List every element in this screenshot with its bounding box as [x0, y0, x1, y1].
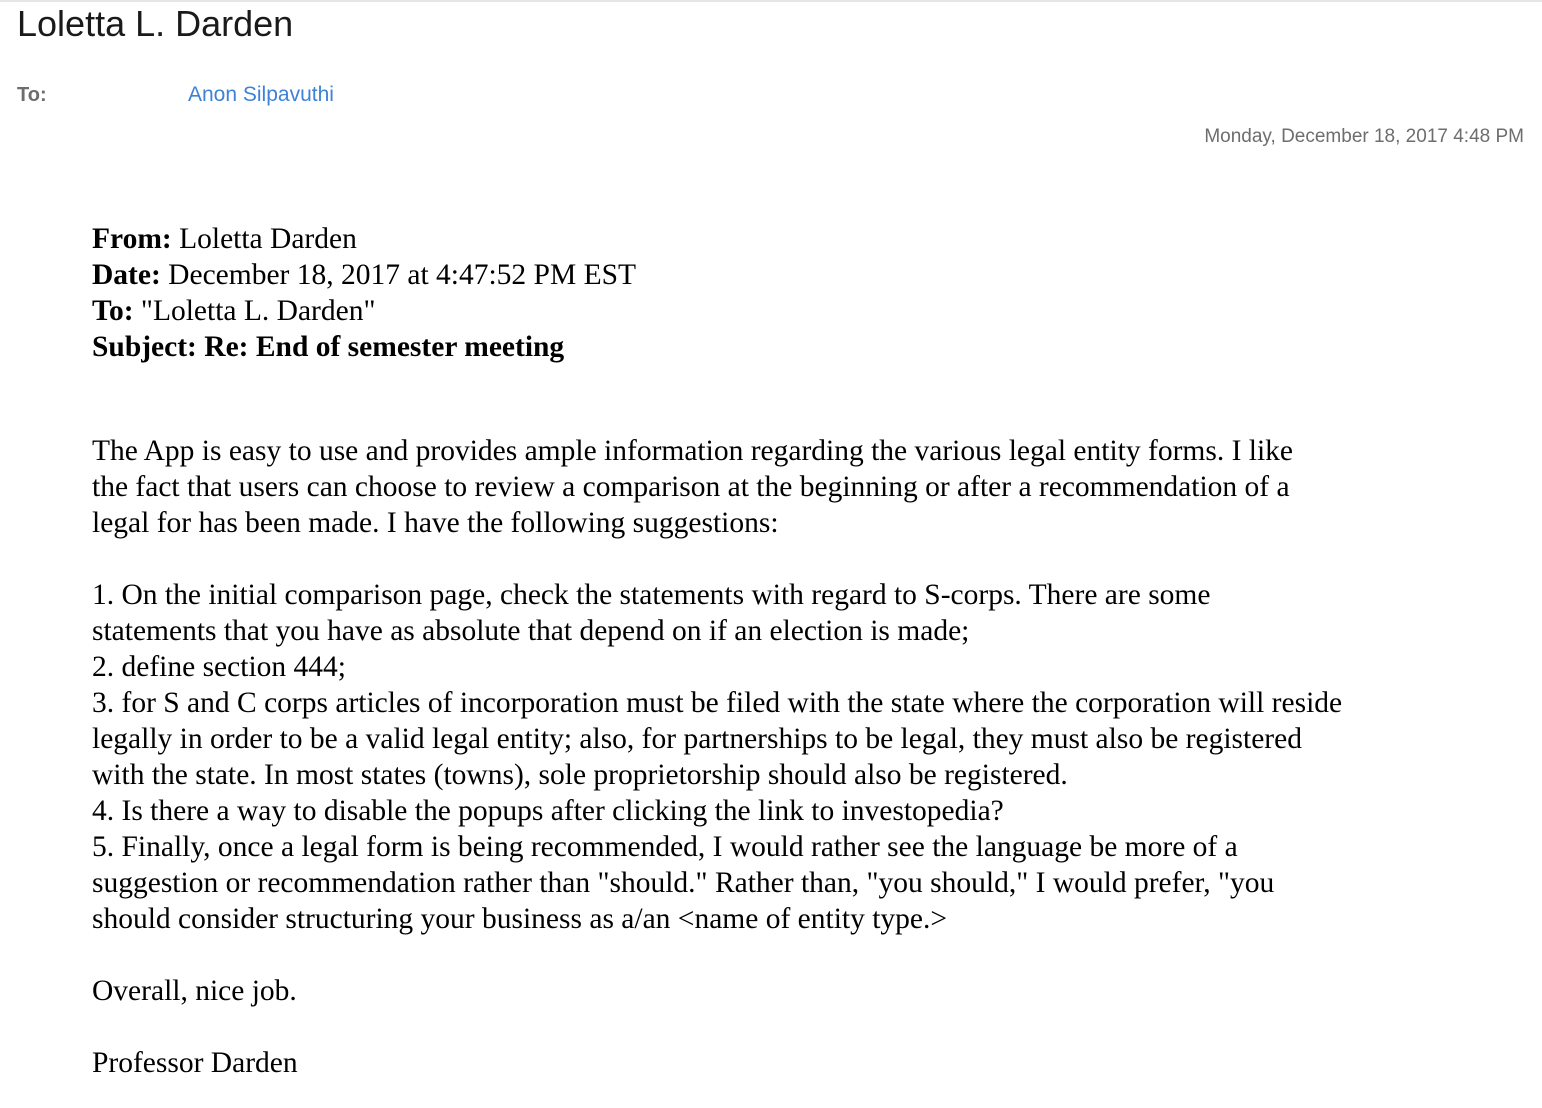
suggestion-line: legally in order to be a valid legal entity; also, for partnerships to be legal, they must also be registered — [92, 723, 1302, 755]
body-line: legal for has been made. I have the following suggestions: — [92, 507, 779, 539]
recipient-link[interactable]: Anon Silpavuthi — [188, 83, 334, 106]
forwarded-date-value: December 18, 2017 at 4:47:52 PM EST — [160, 259, 637, 291]
suggestion-line: with the state. In most states (towns), sole proprietorship should also be registered. — [92, 759, 1068, 791]
signature-line: Professor Darden — [92, 1047, 298, 1079]
recipient-label: To: — [17, 84, 47, 106]
body-line: the fact that users can choose to review a comparison at the beginning or after a recommendation of a — [92, 471, 1290, 503]
forwarded-subject-value: Re: End of semester meeting — [196, 331, 565, 363]
paragraph-gap — [92, 541, 1502, 577]
suggestion-line: suggestion or recommendation rather than "should." Rather than, "you should," I would prefer, "you — [92, 867, 1275, 899]
message-body — [92, 433, 1502, 1081]
forwarded-to-row — [92, 293, 636, 329]
forwarded-date-row — [92, 257, 636, 293]
suggestion-line: 4. Is there a way to disable the popups after clicking the link to investopedia? — [92, 795, 1004, 827]
forwarded-to-label: To: — [92, 295, 134, 327]
forwarded-from-value: Loletta Darden — [171, 223, 357, 255]
paragraph-gap — [92, 937, 1502, 973]
suggestion-line: should consider structuring your business as a/an <name of entity type.> — [92, 903, 948, 935]
sent-timestamp: Monday, December 18, 2017 4:48 PM — [1204, 126, 1524, 147]
suggestion-line: 1. On the initial comparison page, check the statements with regard to S-corps. There are some — [92, 579, 1211, 611]
suggestion-line: 5. Finally, once a legal form is being recommended, I would rather see the language be more of a — [92, 831, 1238, 863]
paragraph-gap — [92, 1009, 1502, 1045]
forwarded-subject-row — [92, 329, 636, 365]
suggestion-line: 2. define section 444; — [92, 651, 346, 683]
forwarded-from-row — [92, 221, 636, 257]
forwarded-date-label: Date: — [92, 259, 161, 291]
forwarded-from-label: From: — [92, 223, 172, 255]
closing-line: Overall, nice job. — [92, 975, 297, 1007]
sender-name: Loletta L. Darden — [17, 3, 294, 44]
forwarded-subject-label: Subject: — [92, 331, 197, 363]
suggestion-line: statements that you have as absolute that depend on if an election is made; — [92, 615, 970, 647]
suggestion-line: 3. for S and C corps articles of incorporation must be filed with the state where the corporation will reside — [92, 687, 1343, 719]
forwarded-header — [92, 221, 636, 365]
body-line: The App is easy to use and provides ample information regarding the various legal entity forms. I like — [92, 435, 1294, 467]
forwarded-to-value: "Loletta L. Darden" — [133, 295, 376, 327]
